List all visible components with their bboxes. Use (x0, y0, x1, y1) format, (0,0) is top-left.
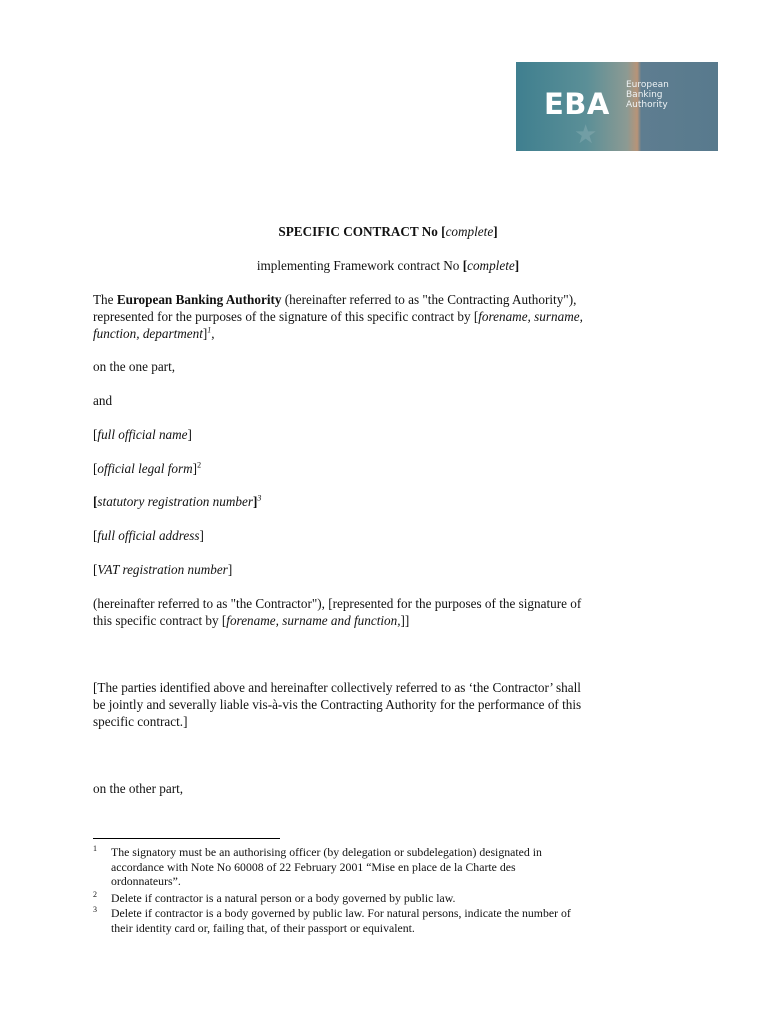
field-statutory-registration-number: [statutory registration number]$^3$ (93, 493, 262, 509)
and-text: and (93, 393, 113, 408)
contracting-authority-paragraph: The European Banking Authority (hereinafter referred to as "the Contracting Authority"), represented for the purposes of the signature of this specific contract by [forename, surname, function, department]$^1$, (93, 292, 583, 341)
logo-wordmark: EBA (544, 87, 610, 121)
contractor-paragraph: (hereinafter referred to as "the Contractor"), [represented for the purposes of the signature of this specific contract by [forename, surname and function,]] (93, 596, 582, 628)
footnote-separator (93, 838, 280, 839)
document-page: ★ EBA European Banking Authority SPECIFIC CONTRACT No [complete] implementing Framework contract No [complete] The European Banking Authority (hereinafter referred to as "the Contracting Authority"), represented for the purposes of the signature of this specific contract by [forename, surname, function, department]$^1$, on the one part, and [full official name] [official legal form]$^2$ [statutory registration number]$^3$ [full official address] [VAT registration number] (hereinafter referred to as "the Contractor"), [represented for the purposes of the signature of this specific contract by [forename, surname and function,]] [The parties identified above and hereinafter collectively referred to as ‘the Contractor’ shall be jointly and severally liable vis-à-vis the Contracting Authority for the performance of this specific contract.] on the other part, 1 The signatory must be an authorising officer (by delegation or subdelegation) designated in accordance with Note No 60008 of 22 February 2001 “Mise en place de la Charte des ordonnateurs”. 2 Delete if contractor is a natural person or a body governed by public law. 3 Delete if contractor is a body governed by public law. For natural persons, indicate the number of their identity card or, failing that, of their passport or equivalent. (0, 0, 770, 1024)
on-one-part: on the one part, (93, 359, 176, 374)
authority-name: European Banking Authority (116, 292, 282, 307)
field-full-official-name: [full official name] (93, 427, 192, 442)
logo-subtitle: European Banking Authority (626, 80, 669, 110)
framework-subtitle: implementing Framework contract No [complete] (256, 258, 520, 273)
footnote-ref-1[interactable]: 1 (207, 325, 212, 335)
star-icon: ★ (574, 120, 598, 150)
eba-logo (516, 62, 718, 151)
contract-title: SPECIFIC CONTRACT No [complete] (278, 224, 498, 239)
footnote-ref-2[interactable]: 2 (197, 460, 202, 470)
joint-liability-paragraph: [The parties identified above and hereinafter collectively referred to as ‘the Contractor’ shall be jointly and severally liable vis-à-vis the Contracting Authority for the performance of this specific contract.] (93, 680, 582, 729)
on-other-part: on the other part, (93, 781, 184, 796)
footnote-ref-3[interactable]: 3 (257, 493, 262, 503)
field-official-legal-form: [official legal form]$^2$ (93, 460, 202, 476)
field-full-official-address: [full official address] (93, 528, 204, 543)
field-vat-registration-number: [VAT registration number] (93, 562, 233, 577)
